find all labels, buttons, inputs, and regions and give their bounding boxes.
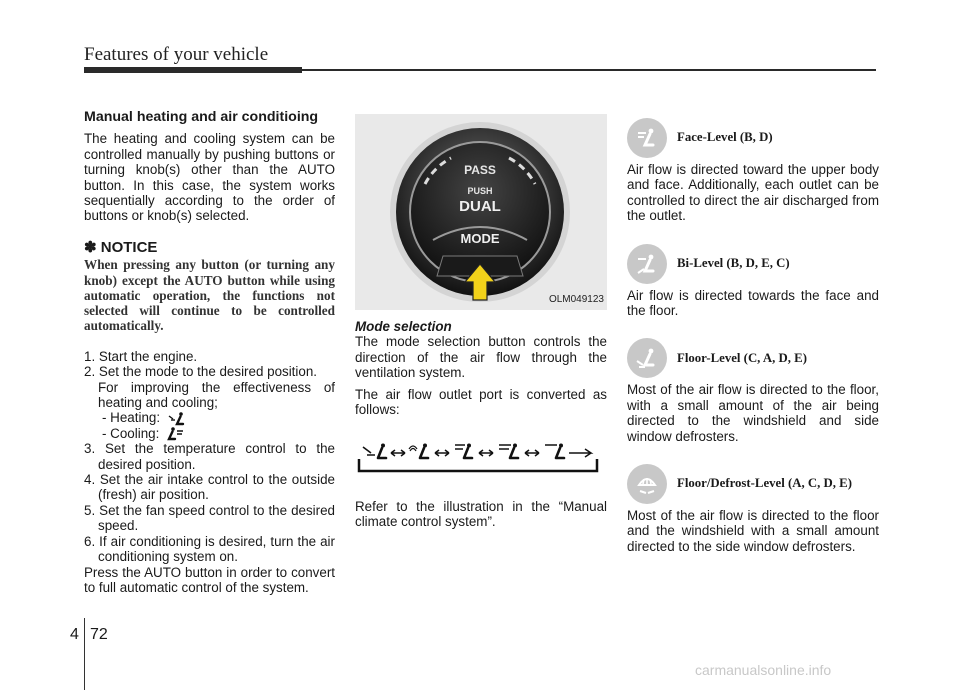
column-mode-selection: [355, 114, 607, 530]
step-6: 6. If air conditioning is desired, turn the air conditioning system on.: [84, 533, 335, 565]
mode-entry-face: [627, 114, 879, 224]
mode-title-floor-defrost: Floor/Defrost-Level (A, C, D, E): [677, 476, 852, 491]
floor-level-icon: [627, 338, 667, 378]
cooling-label: - Cooling:: [102, 425, 160, 441]
dial-push-label: PUSH: [467, 186, 493, 196]
mode-selection-heading: Mode selection: [355, 319, 452, 334]
mode-text-face: Air flow is directed toward the upper body and face. Additionally, each outlet can be controlled to direct the air discharged from the outlet.: [627, 162, 879, 224]
dial-mode-label: MODE: [460, 231, 500, 246]
heating-line: [84, 410, 335, 425]
step-4: 4. Set the air intake control to the outside (fresh) air position.: [84, 472, 335, 503]
section-number: 4: [70, 626, 79, 643]
notice-title: ✽ NOTICE: [84, 238, 158, 256]
watermark: carmanualsonline.info: [695, 662, 832, 678]
floor-defrost-level-icon: [627, 464, 667, 504]
bi-level-icon: [627, 244, 667, 284]
mode-entry-floor: [627, 334, 879, 444]
mode-entry-bi: [627, 240, 879, 319]
step-1: 1. Start the engine.: [84, 348, 198, 364]
mode-entry-floor-defrost: [627, 460, 879, 554]
step-2: 2. Set the mode to the desired position.: [84, 364, 317, 380]
mode-title-face: Face-Level (B, D): [677, 130, 773, 145]
mode-dial-illustration: [355, 114, 607, 310]
mode-text-bi: Air flow is directed towards the face and the floor.: [627, 287, 879, 319]
mode-text-floor-defrost: Most of the air flow is directed to the floor and the windshield with a small amount directed to the side window defrosters.: [627, 508, 879, 554]
face-mode-icon: [167, 427, 185, 441]
column-mode-list: [627, 114, 879, 570]
step-2-note: For improving the effectiveness of heating and cooling;: [98, 379, 335, 410]
notice-text: When pressing any button (or turning any knob) except the AUTO button while using automatic operation, the functions not selected will continue to be controlled automatically.: [84, 257, 335, 334]
mode-dial-graphic: [355, 114, 607, 310]
mode-sequence-strip: [355, 439, 601, 475]
mode-para-1: The mode selection button controls the direction of the air flow through the ventilation system.: [355, 334, 607, 381]
mode-para-3: Refer to the illustration in the “Manual climate control system”.: [355, 498, 607, 530]
face-level-icon: [627, 118, 667, 158]
page-number: 72: [90, 626, 108, 643]
section-heading-manual: Manual heating and air conditioing: [84, 109, 319, 125]
page-header-title: Features of your vehicle: [84, 44, 269, 65]
heating-label: - Heating:: [102, 410, 161, 426]
mode-text-floor: Most of the air flow is directed to the floor, with a small amount of the air being directed to the windshield and side window defrosters.: [627, 382, 879, 444]
column-manual-heating: [84, 110, 335, 595]
dial-dual-label: DUAL: [459, 198, 501, 215]
auto-note: Press the AUTO button in order to convert to full automatic control of the system.: [84, 564, 335, 595]
intro-paragraph: The heating and cooling system can be controlled manually by pushing buttons or turning knob(s) other than the AUTO button. In this case, the system works sequentially according to the order of buttons or knob(s) selected.: [84, 131, 335, 224]
image-code: OLM049123: [548, 293, 604, 305]
step-5: 5. Set the fan speed control to the desired speed.: [84, 502, 335, 534]
mode-title-bi: Bi-Level (B, D, E, C): [677, 255, 790, 270]
floor-mode-icon: [168, 412, 186, 426]
mode-title-floor: Floor-Level (C, A, D, E): [677, 350, 807, 365]
header-rule-thin: [302, 69, 876, 71]
cooling-line: [84, 426, 335, 441]
step-3: 3. Set the temperature control to the desired position.: [84, 441, 335, 472]
mode-para-2: The air flow outlet port is converted as follows:: [355, 386, 607, 418]
dial-pass-label: PASS: [464, 163, 496, 177]
footer-divider: [84, 618, 85, 690]
header-rule-thick: [84, 67, 302, 73]
